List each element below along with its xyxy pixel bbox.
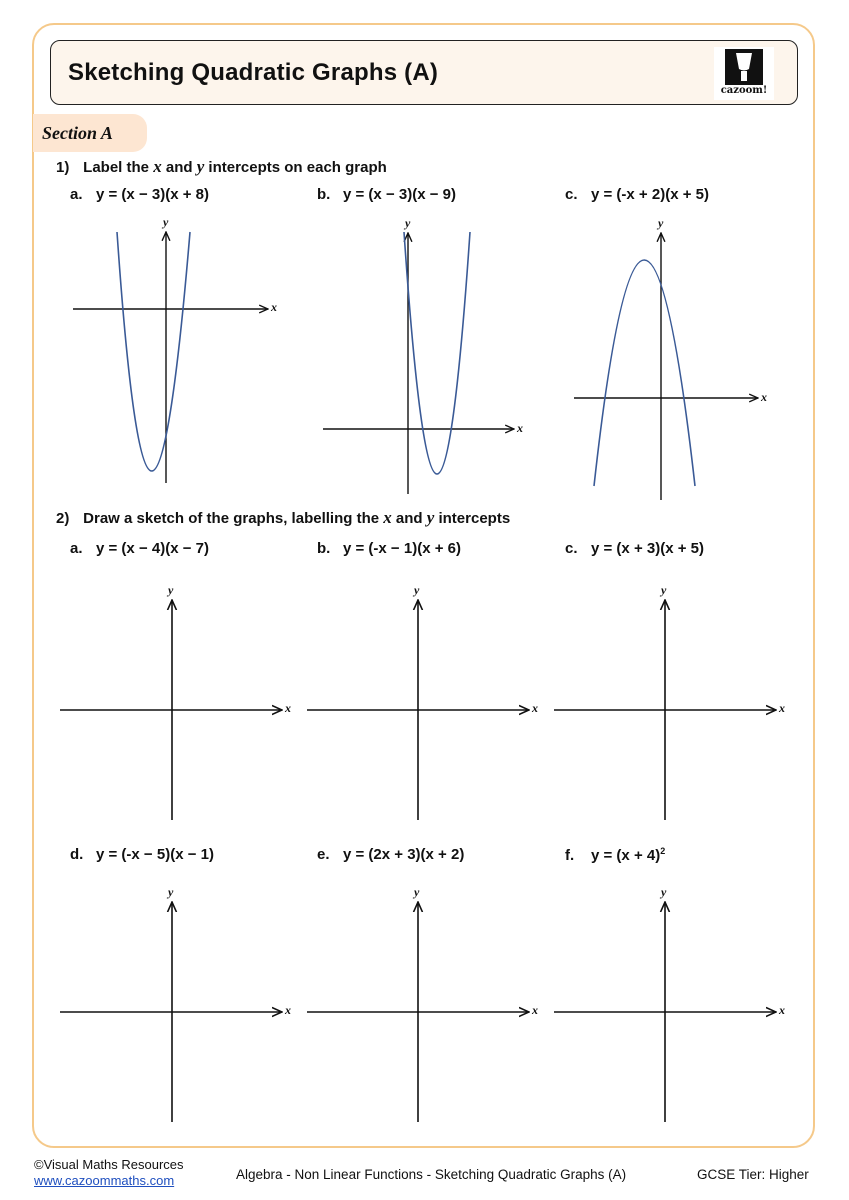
footer-tier: GCSE Tier: Higher	[697, 1167, 809, 1182]
question-number: 1)	[56, 159, 70, 176]
question-text: y	[426, 508, 435, 527]
y-axis-label: y	[168, 885, 174, 899]
part-equation: y = (-x + 2)(x + 5)	[591, 186, 709, 203]
part-letter: c.	[565, 540, 578, 557]
q2b-axes	[307, 600, 529, 820]
part-equation: y = (2x + 3)(x + 2)	[343, 846, 465, 863]
y-axis-label: y	[661, 885, 667, 899]
question-number: 2)	[56, 510, 70, 527]
part-letter: f.	[565, 847, 575, 864]
footer-credits	[34, 1157, 184, 1189]
x-axis-label: x	[517, 421, 523, 435]
y-axis-label: y	[658, 216, 664, 230]
x-axis-label: x	[779, 1003, 785, 1017]
part-letter: b.	[317, 186, 331, 203]
parabola-curve	[404, 232, 470, 474]
q1b-graph	[323, 232, 514, 494]
question-text: Label the	[83, 159, 154, 176]
y-axis-label: y	[661, 583, 667, 597]
logo-text: cazoom!	[720, 85, 768, 96]
x-axis-label: x	[285, 701, 291, 715]
worksheet-title: Sketching Quadratic Graphs (A)	[68, 59, 439, 86]
parabola-curve	[117, 232, 190, 471]
y-axis-label: y	[163, 215, 169, 229]
part-equation: y = (-x − 5)(x − 1)	[96, 846, 214, 863]
question-text: intercepts on each graph	[204, 159, 387, 176]
part-equation: y = (x − 3)(x + 8)	[96, 186, 209, 203]
part-letter: c.	[565, 186, 578, 203]
x-axis-label: x	[779, 701, 785, 715]
part-equation: y = (x − 3)(x − 9)	[343, 186, 456, 203]
q1a-graph	[73, 232, 268, 483]
part-equation: y = (x − 4)(x − 7)	[96, 540, 209, 557]
part-letter: d.	[70, 846, 84, 863]
x-axis-label: x	[532, 1003, 538, 1017]
question-text: x	[153, 157, 162, 176]
x-axis-label: x	[271, 300, 277, 314]
question-text: Draw a sketch of the graphs, labelling the	[83, 510, 384, 527]
part-letter: e.	[317, 846, 330, 863]
part-superscript: 2	[660, 846, 666, 856]
question-text: and	[391, 510, 427, 527]
x-axis-label: x	[285, 1003, 291, 1017]
q2a-axes	[60, 600, 282, 820]
y-axis-label: y	[414, 583, 420, 597]
x-axis-label: x	[532, 701, 538, 715]
q2c-axes	[554, 600, 776, 820]
question-text: y	[196, 157, 205, 176]
question-text: x	[383, 508, 392, 527]
parabola-curve	[594, 260, 695, 486]
part-equation: y = (x + 3)(x + 5)	[591, 540, 704, 557]
q2d-axes	[60, 902, 282, 1122]
q2e-axes	[307, 902, 529, 1122]
q2f-axes	[554, 902, 776, 1122]
y-axis-label: y	[405, 216, 411, 230]
question-text: intercepts	[434, 510, 511, 527]
part-equation: y = (x + 4)	[591, 847, 661, 864]
question-text: and	[161, 159, 197, 176]
x-axis-label: x	[761, 390, 767, 404]
footer-copyright: ©Visual Maths Resources	[34, 1157, 184, 1172]
part-letter: a.	[70, 186, 83, 203]
footer-topic: Algebra - Non Linear Functions - Sketching Quadratic Graphs (A)	[236, 1167, 627, 1182]
part-equation: y = (-x − 1)(x + 6)	[343, 540, 461, 557]
y-axis-label: y	[168, 583, 174, 597]
y-axis-label: y	[414, 885, 420, 899]
section-label: Section A	[42, 123, 113, 143]
footer-website-link[interactable]: www.cazoommaths.com	[34, 1173, 175, 1188]
part-letter: b.	[317, 540, 331, 557]
part-letter: a.	[70, 540, 83, 557]
q1c-graph	[574, 233, 758, 500]
